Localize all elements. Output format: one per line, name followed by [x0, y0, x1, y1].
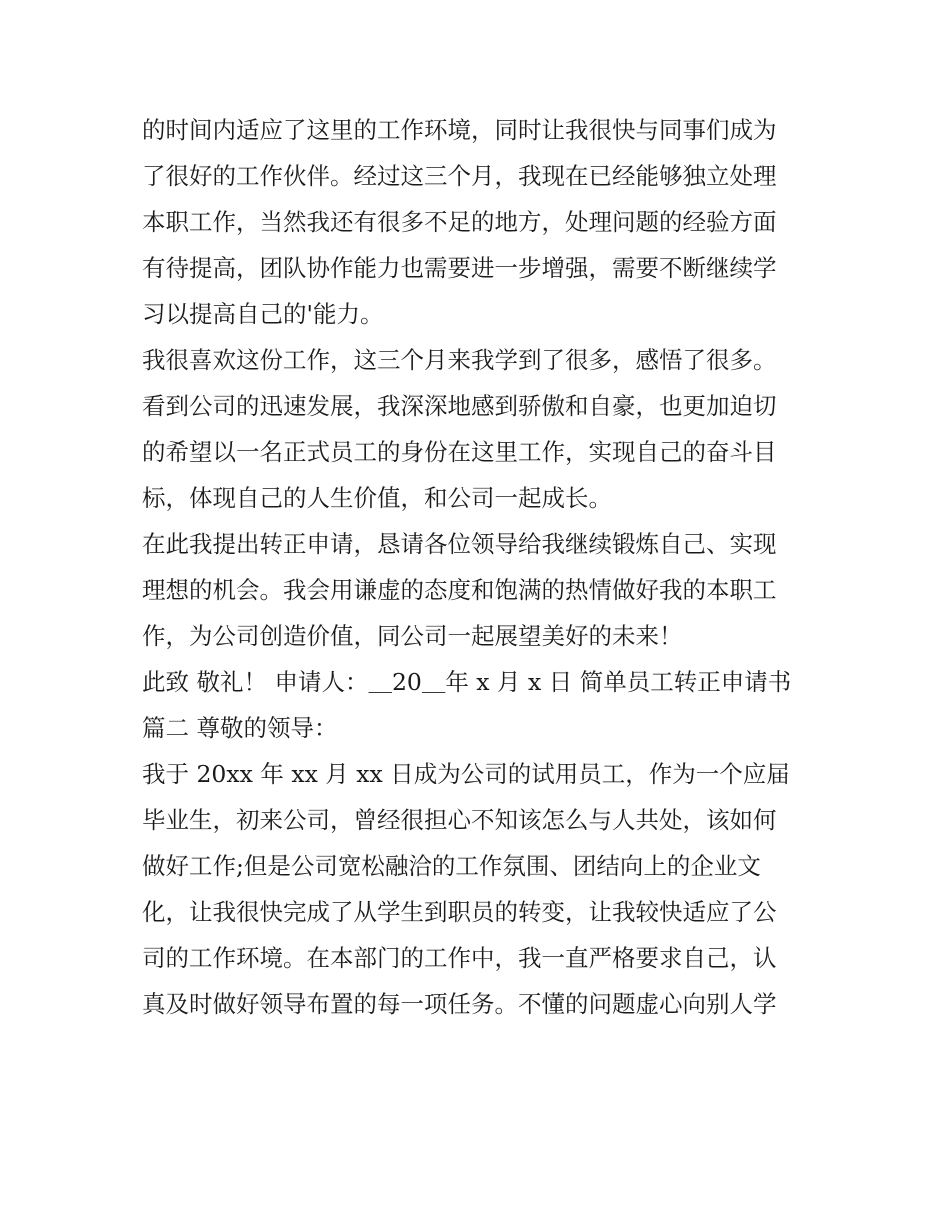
text-line: 看到公司的迅速发展，我深深地感到骄傲和自豪，也更加迫切 [142, 392, 777, 420]
text-line: 的时间内适应了这里的工作环境，同时让我很快与同事们成为 [142, 116, 777, 144]
document-body [142, 107, 832, 1027]
text-line: 习以提高自己的'能力。 [142, 300, 384, 328]
text-line: 理想的机会。我会用谦虚的态度和饱满的热情做好我的本职工 [142, 576, 777, 604]
text-line: 司的工作环境。在本部门的工作中，我一直严格要求自己，认 [142, 944, 777, 972]
text-line: 我于 20xx 年 xx 月 xx 日成为公司的试用员工，作为一个应届 [142, 760, 790, 788]
text-line: 作，为公司创造价值，同公司一起展望美好的未来！ [142, 622, 683, 650]
text-line: 的希望以一名正式员工的身份在这里工作，实现自己的奋斗目 [142, 438, 777, 466]
text-line: 本职工作，当然我还有很多不足的地方，处理问题的经验方面 [142, 208, 777, 236]
text-line: 毕业生，初来公司，曾经很担心不知该怎么与人共处，该如何 [142, 806, 777, 834]
text-line: 篇二 尊敬的领导： [142, 714, 338, 742]
text-line: 了很好的工作伙伴。经过这三个月，我现在已经能够独立处理 [142, 162, 777, 190]
text-line: 化，让我很快完成了从学生到职员的转变，让我较快适应了公 [142, 898, 777, 926]
text-line: 真及时做好领导布置的每一项任务。不懂的问题虚心向别人学 [142, 990, 777, 1018]
text-line: 在此我提出转正申请，恳请各位领导给我继续锻炼自己、实现 [142, 530, 777, 558]
text-line: 标，体现自己的人生价值，和公司一起成长。 [142, 484, 612, 512]
text-line: 有待提高，团队协作能力也需要进一步增强，需要不断继续学 [142, 254, 777, 282]
text-line: 此致 敬礼！ 申请人：＿20＿年 x 月 x 日 简单员工转正申请书 [142, 668, 792, 696]
text-line: 做好工作;但是公司宽松融洽的工作氛围、团结向上的企业文 [142, 852, 761, 880]
text-line: 我很喜欢这份工作，这三个月来我学到了很多，感悟了很多。 [142, 346, 777, 374]
